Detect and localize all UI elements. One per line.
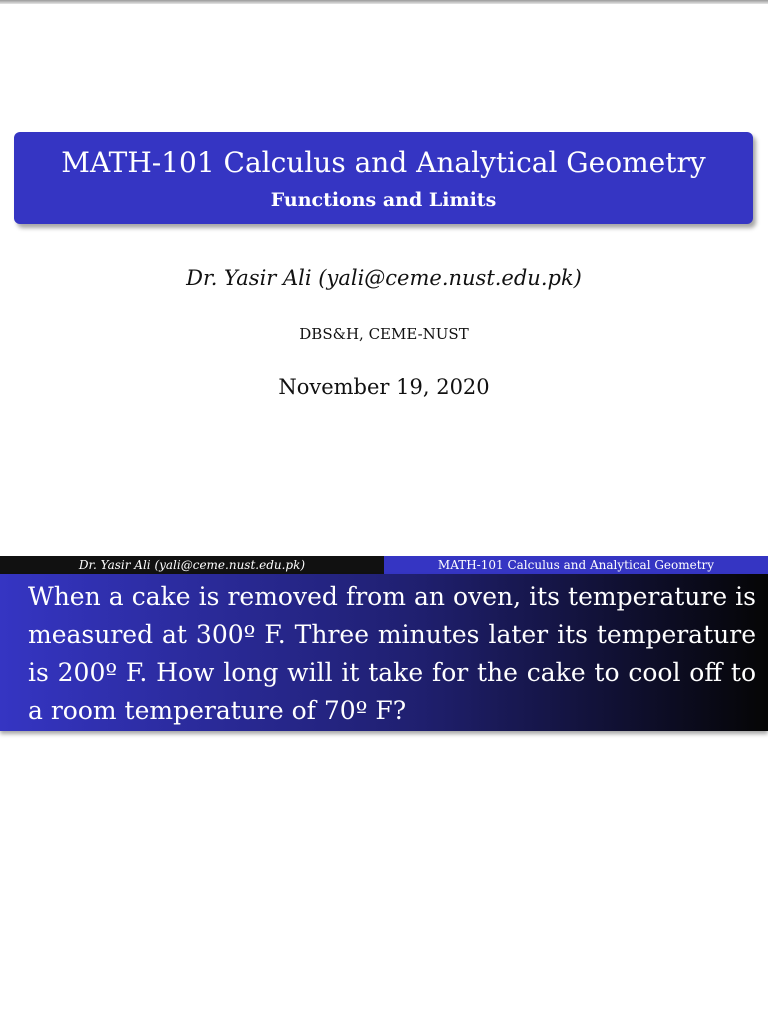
footer-course-title: MATH-101 Calculus and Analytical Geometry [384,556,768,574]
question-block [0,574,768,731]
slide-footer [0,556,768,574]
question-text: When a cake is removed from an oven, its temperature is measured at 300º F. Three minutes later its temperature is 200º F. How long will it take for the cake to cool off to a room temperature of 70º F? [28,582,756,725]
institute-line: DBS&H, CEME-NUST [299,325,469,343]
footer-author: Dr. Yasir Ali (yali@ceme.nust.edu.pk) [0,556,384,574]
title-block [14,132,753,224]
date-line: November 19, 2020 [278,375,490,399]
presentation-subtitle: Functions and Limits [270,189,497,211]
top-divider [0,0,768,4]
author-line: Dr. Yasir Ali (yali@ceme.nust.edu.pk) [186,266,582,290]
presentation-title: MATH-101 Calculus and Analytical Geometry [61,146,706,179]
